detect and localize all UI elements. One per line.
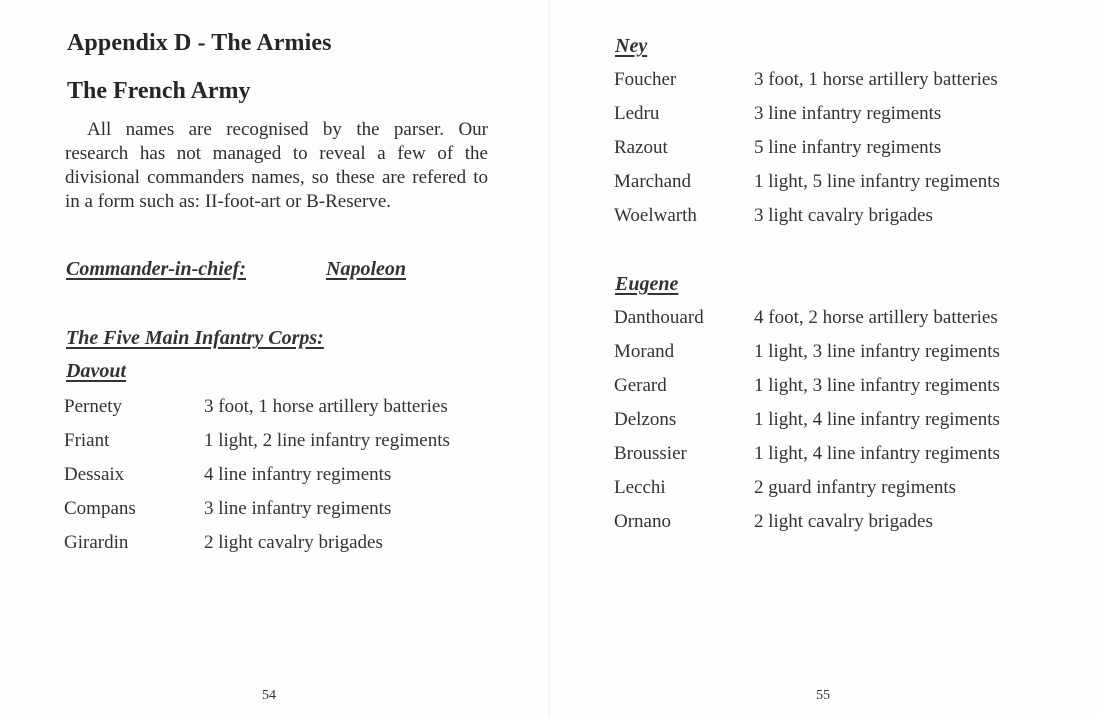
division-commander: Razout [614,137,668,158]
division-composition: 2 light cavalry brigades [204,532,383,553]
roster-row [614,477,1064,511]
roster-row [614,341,1064,375]
roster-row [614,511,1064,545]
division-commander: Gerard [614,375,667,396]
division-composition: 2 light cavalry brigades [754,511,933,532]
division-composition: 1 light, 4 line infantry regiments [754,409,1000,430]
page-number-right: 55 [816,688,830,703]
intro-paragraph: All names are recognised by the parser. Our research has not managed to reveal a few of the divisional commanders names, so these are refered to in a form such as: II-foot-art or B-Reserve. [65,119,488,212]
roster-row [614,205,1064,239]
division-composition: 1 light, 2 line infantry regiments [204,430,450,451]
division-commander: Pernety [64,396,123,417]
division-commander: Delzons [614,409,677,430]
page-number-left: 54 [262,688,276,703]
division-composition: 3 line infantry regiments [204,498,392,519]
division-composition: 3 foot, 1 horse artillery batteries [204,396,448,417]
roster-row [64,430,504,464]
roster-row [64,498,504,532]
division-commander: Compans [64,498,136,519]
division-composition: 2 guard infantry regiments [754,477,957,498]
roster-row [614,375,1064,409]
division-composition: 1 light, 3 line infantry regiments [754,341,1000,362]
roster-row [614,171,1064,205]
division-commander: Ledru [614,103,660,124]
division-commander: Ornano [614,511,671,532]
army-title: The French Army [67,78,251,104]
right-page [550,0,1100,716]
division-commander: Danthouard [614,307,704,328]
division-composition: 3 light cavalry brigades [754,205,933,226]
division-commander: Morand [614,341,675,362]
roster-row [64,464,504,498]
division-commander: Broussier [614,443,687,464]
division-composition: 3 line infantry regiments [754,103,942,124]
division-composition: 1 light, 4 line infantry regiments [754,443,1000,464]
roster-row [614,69,1064,103]
roster-row [614,443,1064,477]
appendix-title: Appendix D - The Armies [67,30,332,56]
division-composition: 1 light, 5 line infantry regiments [754,171,1000,192]
division-composition: 4 line infantry regiments [204,464,392,485]
davout-heading: Davout [66,360,126,382]
division-commander: Lecchi [614,477,666,498]
division-commander: Foucher [614,69,677,90]
roster-row [614,103,1064,137]
division-composition: 1 light, 3 line infantry regiments [754,375,1000,396]
division-composition: 4 foot, 2 horse artillery batteries [754,307,998,328]
division-composition: 5 line infantry regiments [754,137,942,158]
roster-row [64,532,504,566]
commander-label: Commander-in-chief: [66,258,246,280]
roster-row [614,137,1064,171]
division-commander: Woelwarth [614,205,697,226]
corps-heading: The Five Main Infantry Corps: [66,327,324,349]
division-commander: Girardin [64,532,129,553]
roster-row [614,307,1064,341]
division-commander: Marchand [614,171,692,192]
division-composition: 3 foot, 1 horse artillery batteries [754,69,998,90]
roster-row [64,396,504,430]
ney-heading: Ney [615,35,648,57]
commander-name: Napoleon [326,258,406,280]
division-commander: Dessaix [64,464,125,485]
roster-row [614,409,1064,443]
eugene-heading: Eugene [615,273,679,295]
division-commander: Friant [64,430,110,451]
